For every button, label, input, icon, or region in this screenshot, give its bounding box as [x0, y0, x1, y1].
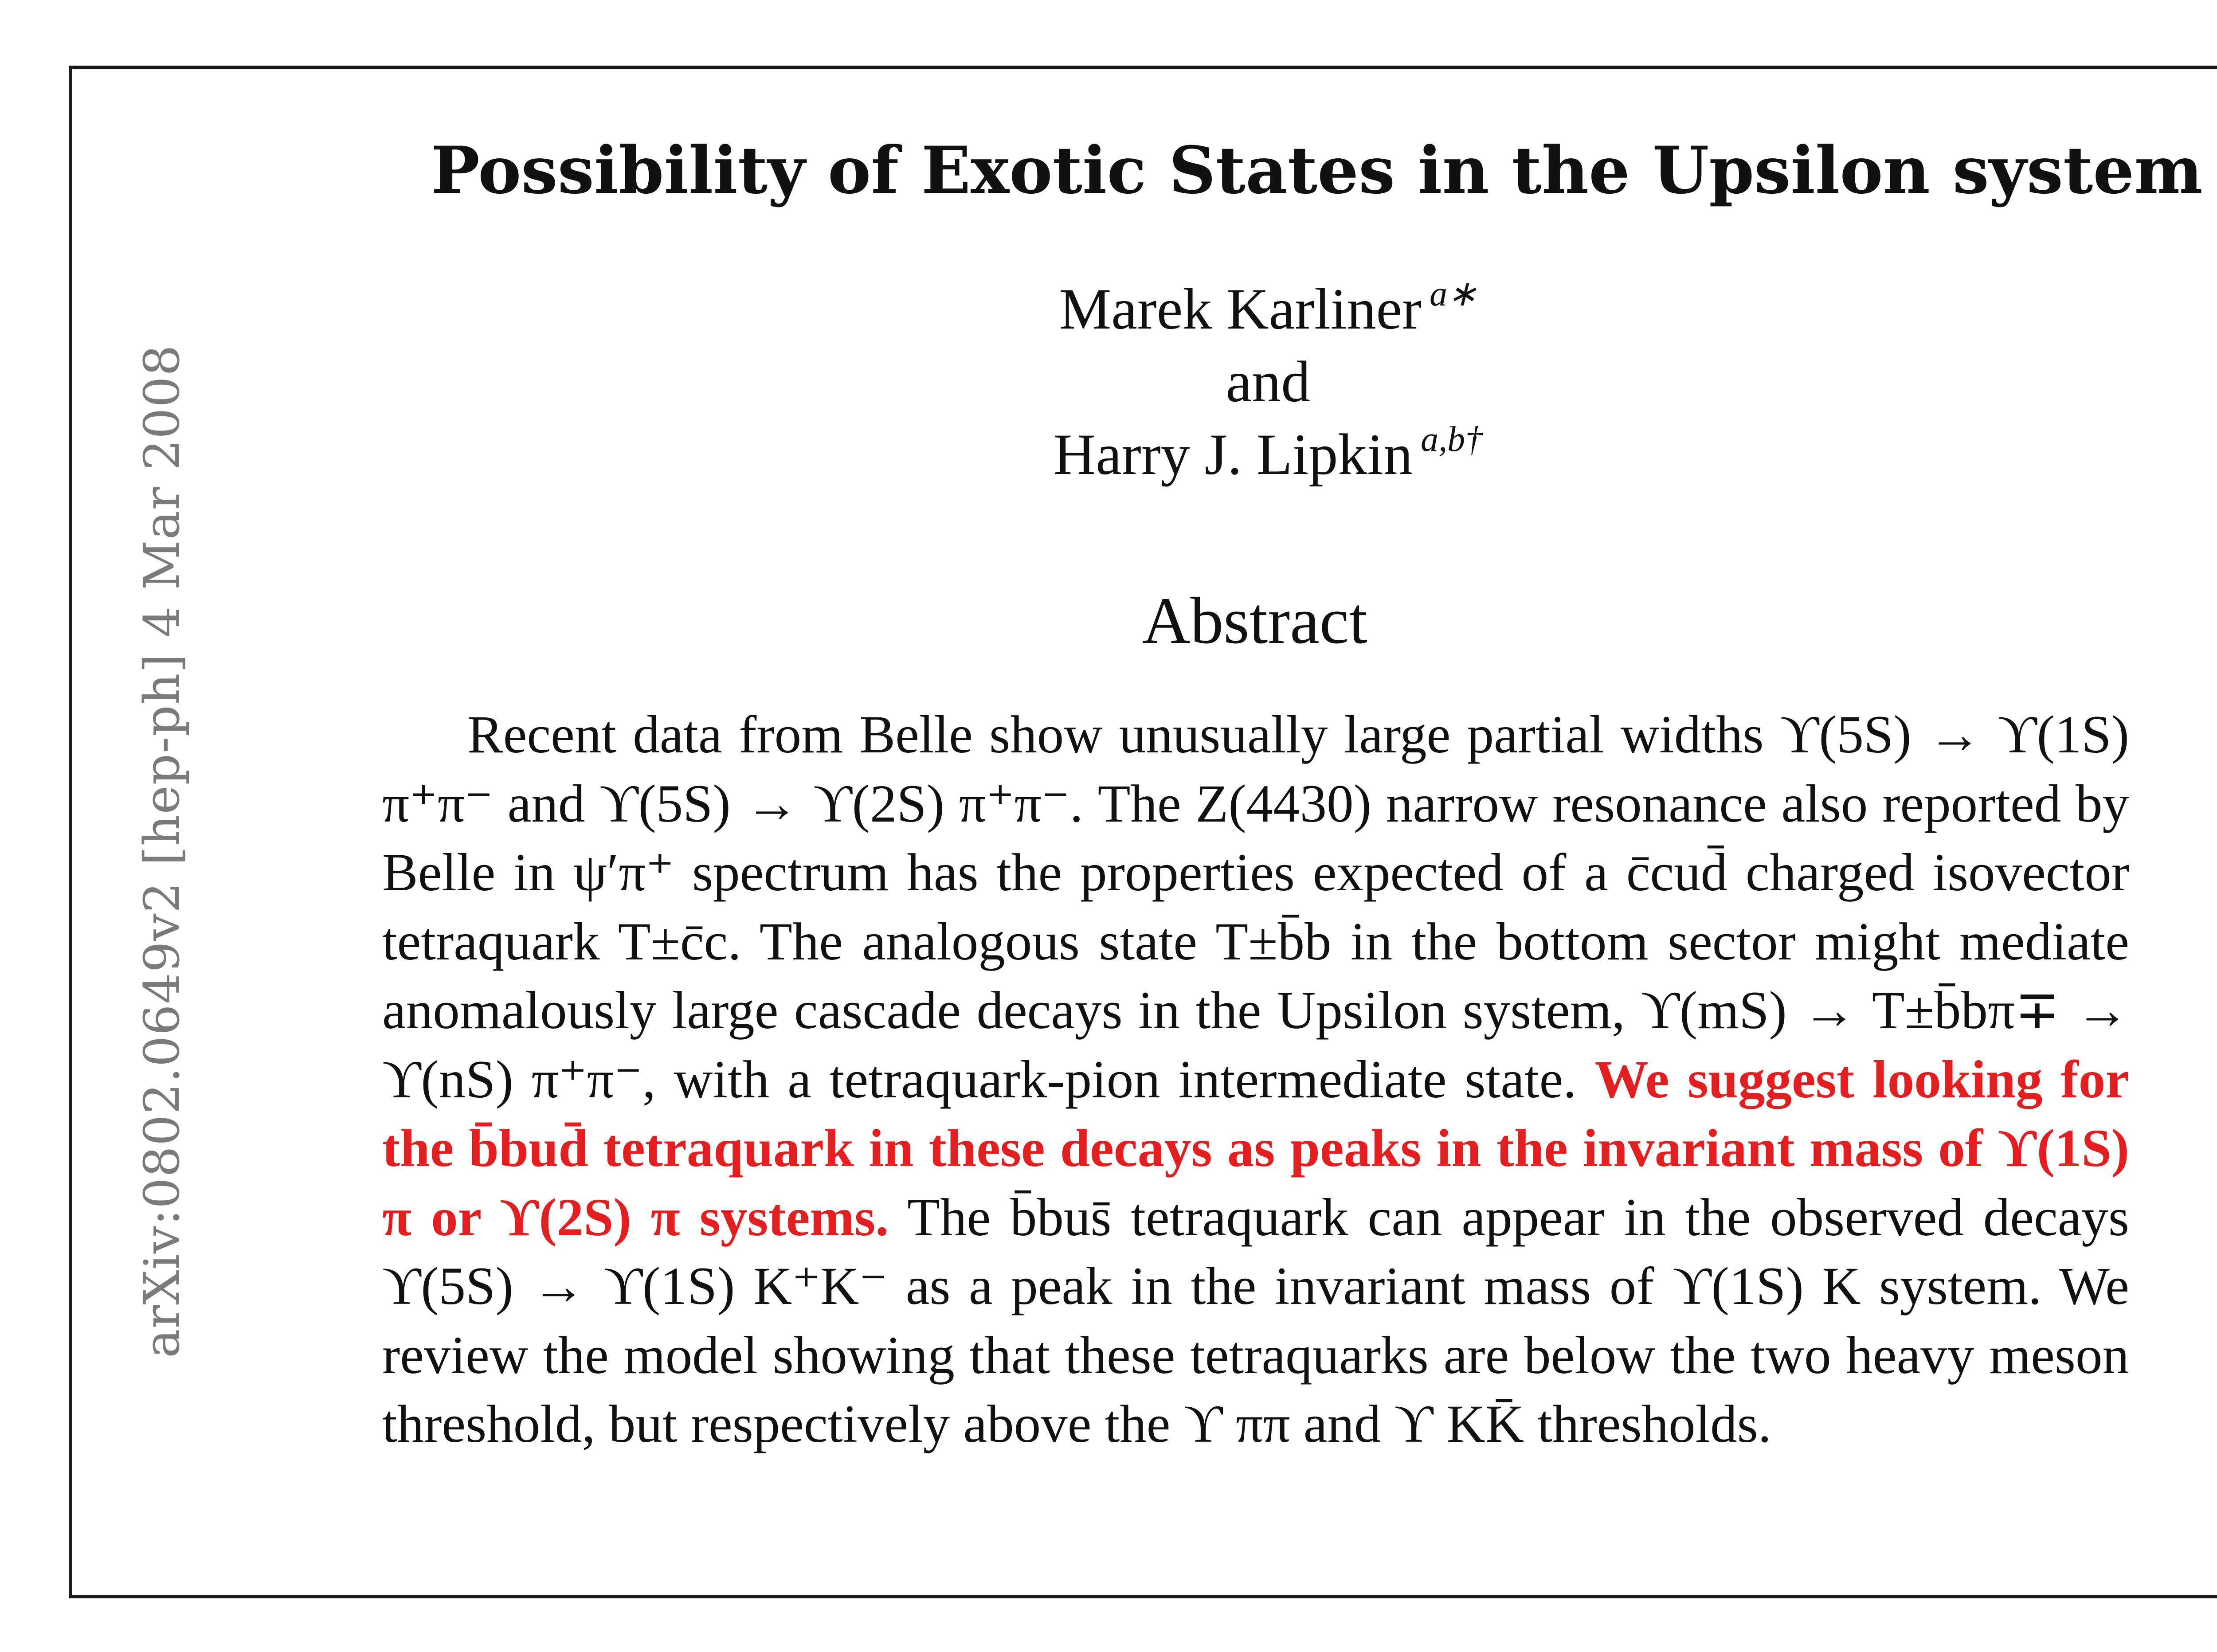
- abstract-heading: Abstract: [1142, 584, 1368, 658]
- abstract-text-intro: Recent data from Belle show unusually large partial widths ϒ(5S) → ϒ(1S) π⁺π⁻ and ϒ(5S) → ϒ(2S) π⁺π⁻. The Z(4430) narrow resonance also reported by Belle in ψ′π⁺ spectrum has the properties expected of a c̄cud̄ charged isovector tetraquark T±c̄c. The analogous state T±b̄b in the bottom sector might mediate anomalously large cascade decays in the Upsilon system, ϒ(mS) → T±b̄bπ∓ → ϒ(nS) π⁺π⁻, with a tetraquark-pion intermediate state.: [382, 705, 2129, 1109]
- abstract-text-conclusion: The b̄bus̄ tetraquark can appear in the observed decays ϒ(5S) → ϒ(1S) K⁺K⁻ as a peak in the invariant mass of ϒ(1S) K system. We review the model showing that these tetraquarks are below the two heavy meson threshold, but respectively above the ϒ ππ and ϒ KK̄ thresholds.: [382, 1187, 2129, 1454]
- abstract-paragraph: [382, 701, 2129, 1459]
- author-2-name: Harry J. Lipkin: [1053, 422, 1413, 487]
- author-2-affiliation-mark: a,b†: [1421, 420, 1483, 459]
- author-line-2: [825, 418, 1712, 491]
- abstract-highlighted-suggestion: We suggest looking for the b̄bud̄ tetraquark in these decays as peaks in the invariant mass of ϒ(1S) π or ϒ(2S) π systems.: [382, 1049, 2130, 1247]
- author-line-1: [825, 273, 1712, 345]
- arxiv-identifier-stamp: arXiv:0802.0649v2 [hep-ph] 4 Mar 2008: [133, 344, 190, 1358]
- author-1-affiliation-mark: a∗: [1430, 274, 1477, 313]
- author-block: [825, 273, 1712, 491]
- author-connector: and: [1226, 349, 1311, 414]
- author-1-name: Marek Karliner: [1059, 276, 1422, 341]
- paper-title: Possibility of Exotic States in the Upsilon system: [431, 133, 2203, 208]
